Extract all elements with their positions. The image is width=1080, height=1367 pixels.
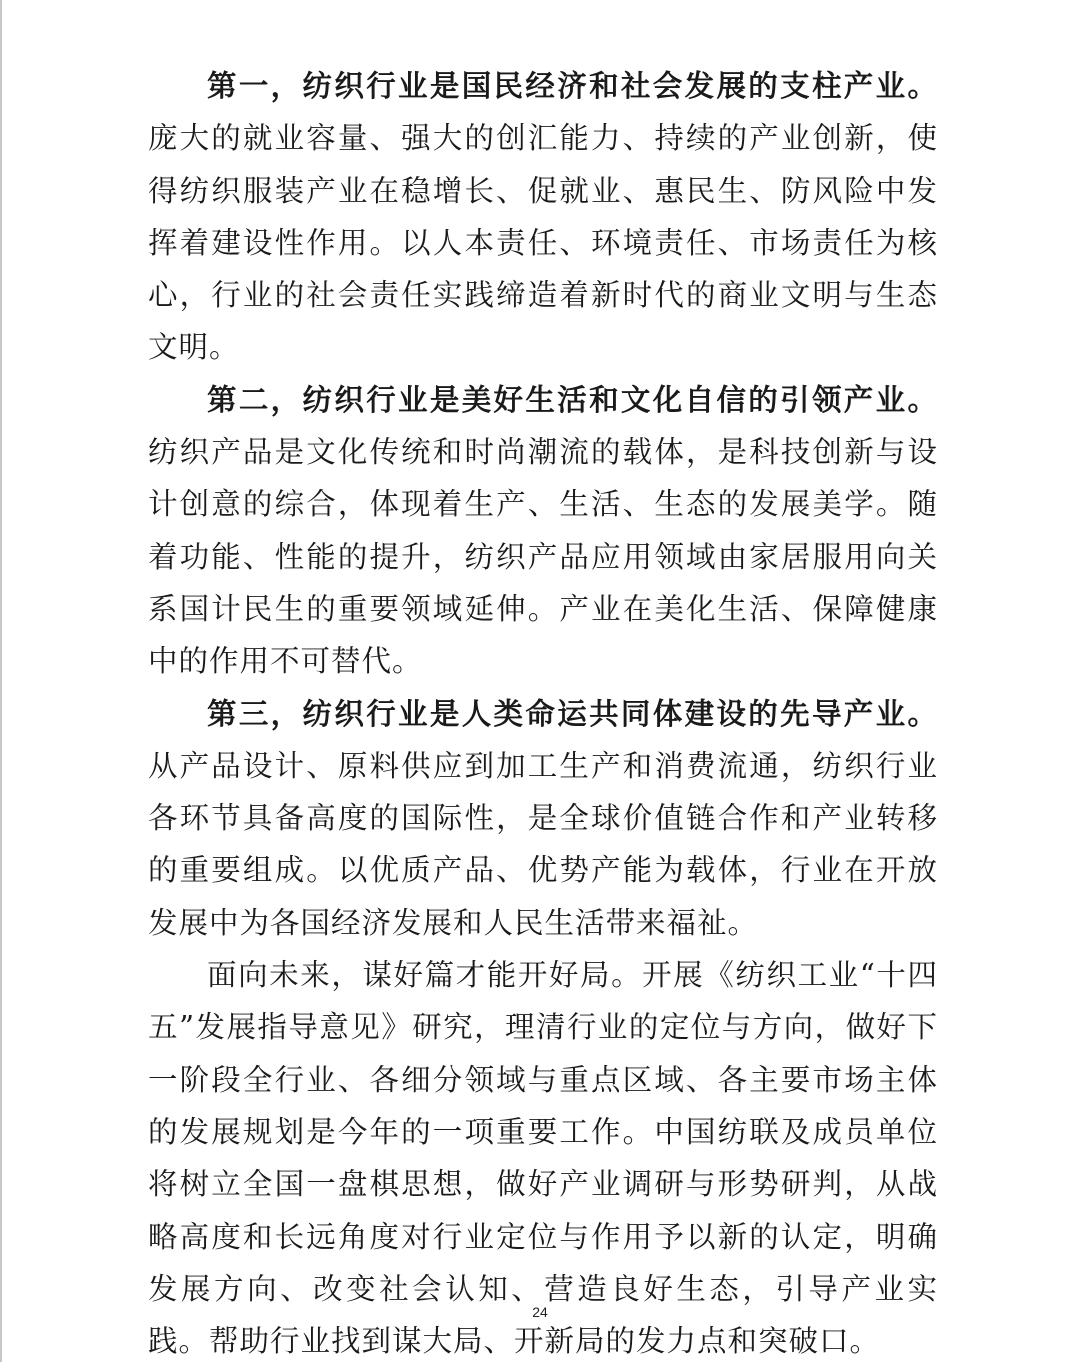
paragraph-3-text: 从产品设计、原料供应到加工生产和消费流通，纺织行业各环节具备高度的国际性，是全球价值链合作和产业转移的重要组成。以优质产品、优势产能为载体，行业在开放发展中为各国经济发展和人民生活带来福祉。 [148, 748, 938, 940]
paragraph-2 [148, 374, 938, 688]
paragraph-2-text: 纺织产品是文化传统和时尚潮流的载体，是科技创新与设计创意的综合，体现着生产、生活、生态的发展美学。随着功能、性能的提升，纺织产品应用领域由家居服用向关系国计民生的重要领域延伸。产业在美化生活、保障健康中的作用不可替代。 [148, 435, 938, 679]
paragraph-1-text: 庞大的就业容量、强大的创汇能力、持续的产业创新，使得纺织服装产业在稳增长、促就业、惠民生、防风险中发挥着建设性作用。以人本责任、环境责任、市场责任为核心，行业的社会责任实践缔造着新时代的商业文明与生态文明。 [148, 121, 938, 365]
paragraph-1 [148, 60, 938, 374]
paragraph-3-lead: 第三，纺织行业是人类命运共同体建设的先导产业。 [207, 695, 938, 731]
paragraph-3 [148, 688, 938, 949]
paragraph-2-lead: 第二，纺织行业是美好生活和文化自信的引领产业。 [207, 381, 938, 417]
page-number: 24 [532, 1304, 548, 1320]
paragraph-4-text: 面向未来，谋好篇才能开好局。开展《纺织工业“十四五”发展指导意见》研究，理清行业的定位与方向，做好下一阶段全行业、各细分领域与重点区域、各主要市场主体的发展规划是今年的一项重要工作。中国纺联及成员单位将树立全国一盘棋思想，做好产业调研与形势研判，从战略高度和长远角度对行业定位与作用予以新的认定，明确发展方向、改变社会认知、营造良好生态，引导产业实践。帮助行业找到谋大局、开新局的发力点和突破口。 [148, 958, 938, 1359]
paragraph-1-lead: 第一，纺织行业是国民经济和社会发展的支柱产业。 [207, 68, 938, 103]
page-border [0, 0, 2, 1362]
document-body [148, 60, 938, 1367]
